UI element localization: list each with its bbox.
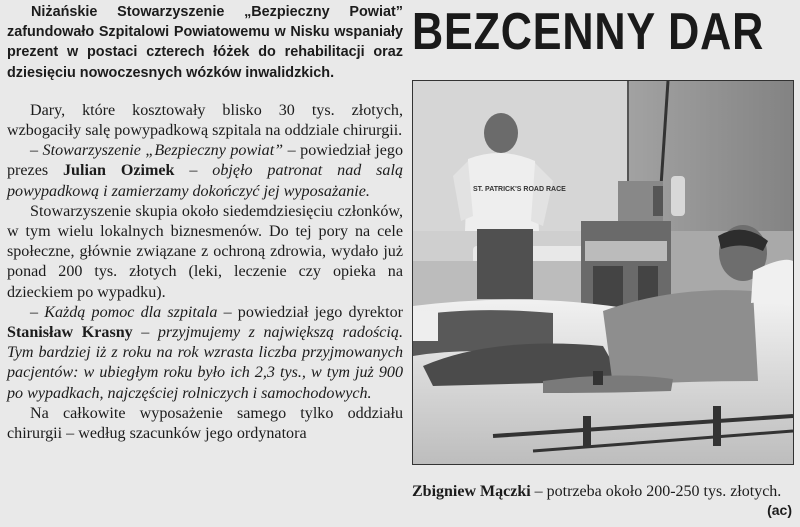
paragraph-3: Stowarzyszenie skupia około siedemdziesięciu członków, w tym wielu lokalnych biznesmenów. Do tej pory na cele społeczne, głównie związane z ochroną zdrowia, wydało już ponad 200 tys. złotych (leki, leczenie czy opieka na dzieckiem po wypadku). <box>7 202 403 301</box>
quote: – Każdą pomoc dla szpitala <box>30 303 218 321</box>
person-name: Julian Ozimek <box>63 162 175 180</box>
caption-text: – potrzeba około 200-250 tys. złotych. <box>530 483 782 500</box>
shirt-print: ST. PATRICK'S ROAD RACE <box>473 186 566 193</box>
attribution: – powiedział jego prezes <box>7 142 403 180</box>
paragraph-1: Dary, które kosztowały blisko 30 tys. złotych, wzbogaciły salę powypadkową szpitala na oddziale chirurgii. <box>7 101 403 140</box>
caption-person-name: Zbigniew Mączki <box>412 483 531 500</box>
article-column <box>7 2 403 444</box>
photo-caption <box>412 482 792 518</box>
quote: – Stowarzyszenie „Bezpieczny powiat” <box>30 142 284 160</box>
paragraph-2 <box>7 141 403 202</box>
hospital-room-photo <box>412 80 794 465</box>
attribution: – powiedział jego dyrektor <box>217 303 403 321</box>
quote: – objęło patronat nad salą powypadkową i zamierzamy dokończyć jej wyposażanie. <box>7 162 404 200</box>
article-body <box>7 101 403 444</box>
photo-illustration <box>413 81 793 464</box>
author-credit: (ac) <box>767 502 792 518</box>
paragraph-5: Na całkowite wyposażenie samego tylko oddziału chirurgii – według szacunków jego ordynatora <box>7 404 403 443</box>
paragraph-4 <box>7 303 403 404</box>
headline: BEZCENNY DAR <box>412 3 765 61</box>
quote: – przyjmujemy z największą radością. Tym bardziej iż z roku na rok wzrasta liczba przyjmowanych pacjentów: w ubiegłym roku było ich 2,3 tys., w tym już 900 po wypadkach, najczęściej rolniczych i samochodowych. <box>7 324 403 402</box>
photo-column <box>412 0 795 518</box>
person-name: Stanisław Krasny <box>7 324 133 342</box>
article-lead: Niżańskie Stowarzyszenie „Bezpieczny Powiat” zafundowało Szpitalowi Powiatowemu w Nisku wspaniały prezent w postaci czterech łóżek do rehabilitacji oraz dziesięciu nowoczesnych wózków inwalidzkich. <box>7 4 403 81</box>
